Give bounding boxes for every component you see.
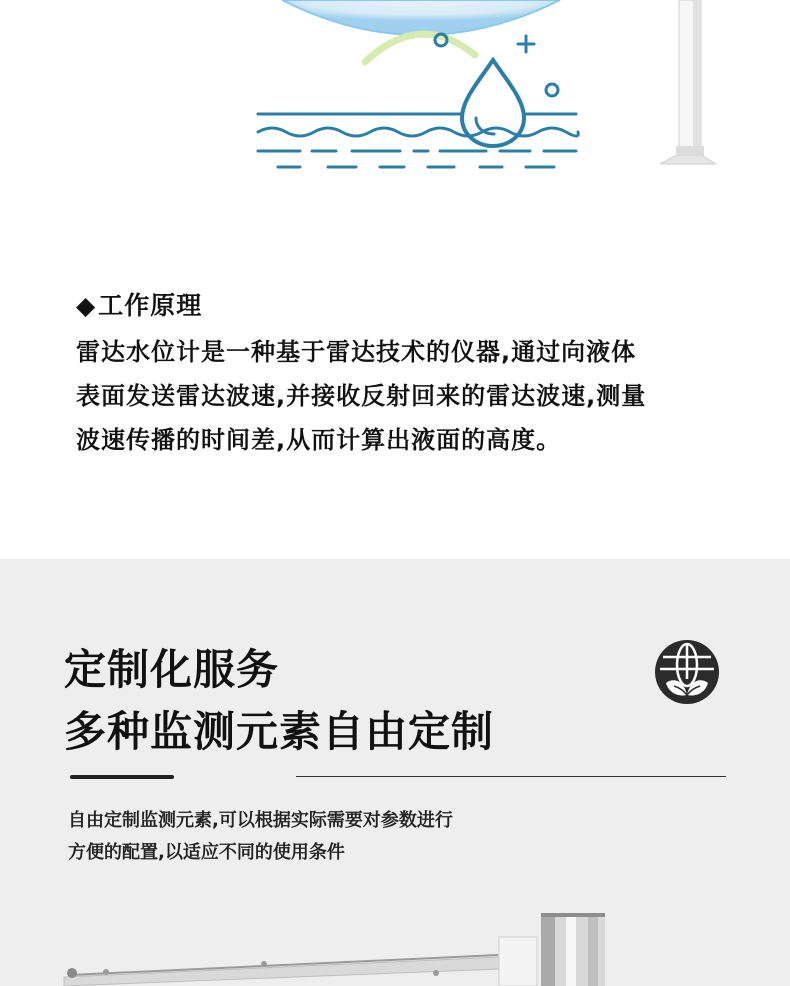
signal-arc	[365, 34, 475, 62]
radar-level-meter-photo	[0, 899, 790, 986]
headline-line: 定制化服务	[64, 645, 280, 694]
mounting-pole	[660, 0, 716, 164]
principle-title: 工作原理	[98, 291, 203, 320]
mounting-arm	[64, 955, 500, 986]
customization-section	[0, 559, 790, 986]
customization-description	[68, 805, 528, 869]
steel-cylinder	[541, 913, 605, 986]
globe-leaf-icon	[654, 639, 720, 705]
diamond-bullet-icon: ◆	[76, 291, 97, 320]
headline-line: 多种监测元素自由定制	[64, 707, 495, 756]
accent-divider	[70, 775, 174, 779]
principle-line: 雷达水位计是一种基于雷达技术的仪器,通过向液体	[76, 338, 637, 366]
principle-line: 表面发送雷达波速,并接收反射回来的雷达波速,测量	[76, 382, 647, 410]
customization-headline	[64, 639, 494, 763]
vertical-mount	[499, 937, 537, 986]
radar-halo	[282, 0, 560, 35]
description-line: 自由定制监测元素,可以根据实际需要对参数进行	[68, 810, 453, 831]
water-waves	[258, 114, 578, 167]
thin-divider	[296, 776, 726, 777]
radar-water-illustration	[0, 0, 790, 230]
principle-line: 波速传播的时间差,从而计算出液面的高度。	[76, 426, 562, 454]
principle-heading	[76, 286, 716, 326]
principle-text	[76, 330, 716, 462]
working-principle-section	[76, 286, 716, 462]
description-line: 方便的配置,以适应不同的使用条件	[68, 842, 345, 863]
